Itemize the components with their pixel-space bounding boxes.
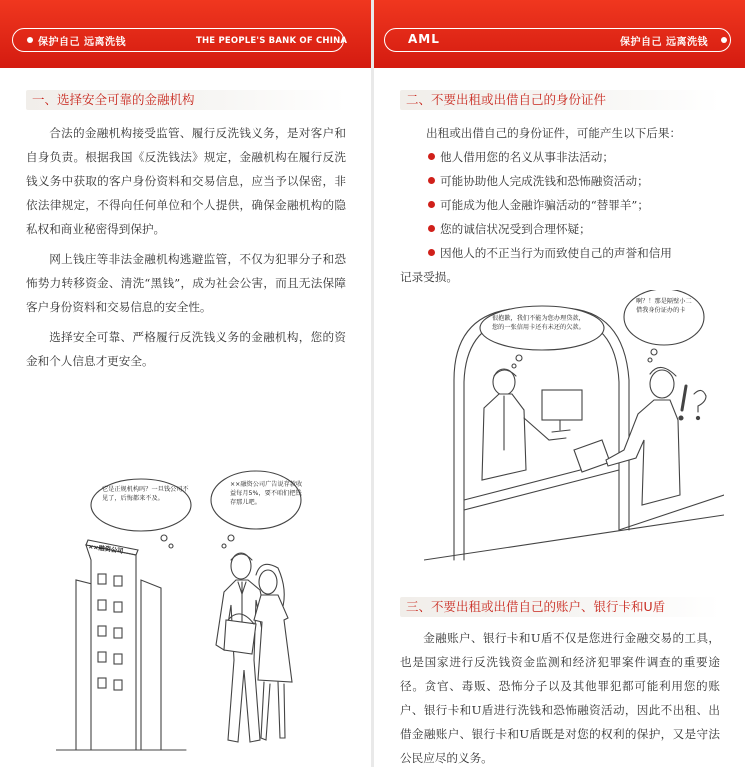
section3-heading-text: 三、不要出租或出借自己的账户、银行卡和U盾	[406, 599, 666, 614]
man-speech-bubble: ××融资公司广告说存款收益每月5%，要不咱们把钱存那儿吧。	[230, 481, 303, 506]
section1-paragraph-3: 选择安全可靠、严格履行反洗钱义务的金融机构，您的资金和个人信息才更安全。	[26, 330, 346, 368]
section1-heading	[26, 90, 346, 110]
right-header-dot-icon	[720, 36, 728, 44]
section2-bullet-3: 可能成为他人金融诈骗活动的“替罪羊”；	[426, 193, 672, 217]
left-page	[0, 0, 371, 767]
left-header-dot-icon	[26, 36, 34, 44]
left-header-bank-name: THE PEOPLE'S BANK OF CHINA	[196, 36, 348, 46]
section2-bullet-4: 您的诚信状况受到合理怀疑；	[426, 217, 672, 241]
right-header-band	[374, 0, 745, 68]
section1-paragraph-1: 合法的金融机构接受监管、履行反洗钱义务，是对客户和自身负责。根据我国《反洗钱法》规定，金融机构在履行反洗钱义务中获取的客户身份资料和交易信息，应当予以保密，非依法律规定，不得向任何单位和个人提供，确保金融机构的隐私权和商业秘密得到保护。	[26, 126, 346, 236]
section2-heading-text: 二、不要出租或出借自己的身份证件	[406, 92, 607, 107]
right-header-aml: AML	[408, 32, 440, 46]
building-sign: ××融资公司	[87, 543, 124, 556]
section3-body	[400, 626, 720, 770]
section2-intro: 出租或出借自己的身份证件，可能产生以下后果：	[426, 126, 682, 140]
section2-bullet-1: 他人借用您的名义从事非法活动；	[426, 145, 672, 169]
section2-bullet-2: 可能协助他人完成洗钱和恐怖融资活动；	[426, 169, 672, 193]
section2-bullet-list	[426, 145, 672, 265]
section3-paragraph: 金融账户、银行卡和U盾不仅是您进行金融交易的工具，也是国家进行反洗钱资金监测和经济犯罪案件调查的重要途径。贪官、毒贩、恐怖分子以及其他罪犯都可能利用您的账户、银行卡和U盾进行洗钱和恐怖融资活动，因此不出租、出借金融账户、银行卡和U盾既是对您的权利的保护，又是守法公民应尽的义务。	[400, 631, 720, 765]
section1-body	[26, 121, 346, 373]
left-header-slogan: 保护自己 远离洗钱	[38, 37, 126, 48]
section1-heading-text: 一、选择安全可靠的金融机构	[32, 92, 195, 107]
woman-speech-bubble: 它是正规机构吗？一旦钱公司不见了，后悔都来不及。	[102, 486, 189, 502]
right-header-slogan: 保护自己 远离洗钱	[620, 37, 708, 48]
left-header-band	[0, 0, 371, 68]
right-page	[374, 0, 745, 767]
section2-bullet-5: 因他人的不正当行为而致使自己的声誉和信用	[426, 241, 672, 265]
customer-speech-bubble: 啊？！那是隔壁小二借我身份证办的卡	[636, 298, 692, 314]
section3-heading	[400, 597, 720, 617]
couple-illustration	[56, 470, 356, 760]
bank-counter-illustration	[424, 290, 724, 570]
section2-tail: 记录受损。	[400, 270, 458, 284]
section2-heading	[400, 90, 720, 110]
section1-paragraph-2: 网上钱庄等非法金融机构逃避监管，不仅为犯罪分子和恐怖势力转移资金、清洗“黑钱”，成为社会公害，而且无法保障客户身份资料和交易信息的安全性。	[26, 252, 346, 314]
clerk-speech-bubble: 很抱歉，我们不能为您办理贷款，您的一张信用卡还有未还的欠款。	[492, 315, 585, 331]
